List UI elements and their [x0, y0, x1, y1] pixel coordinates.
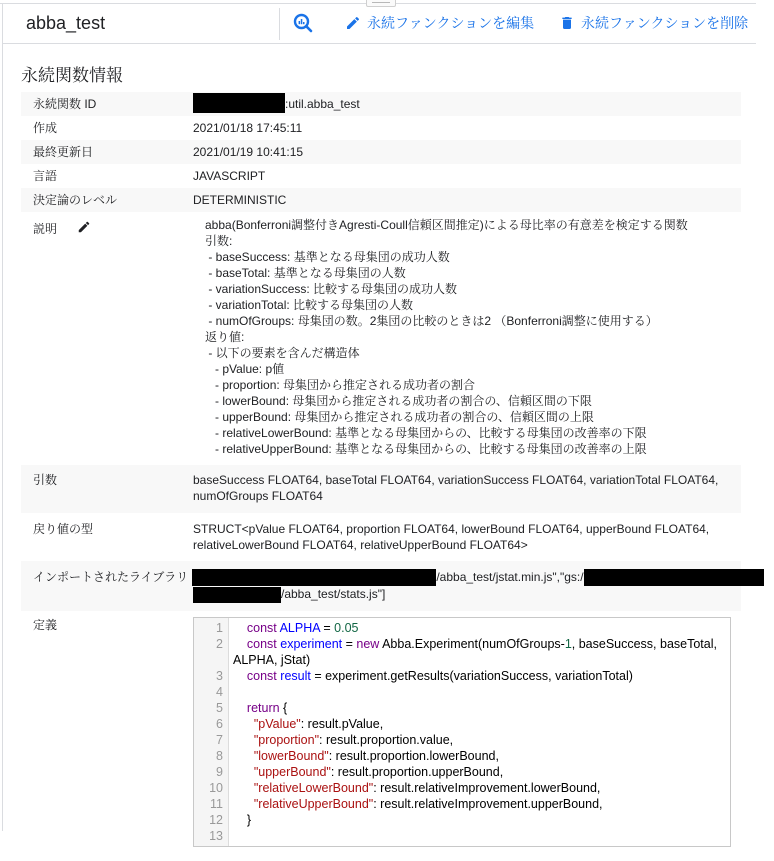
trash-icon: [559, 15, 575, 31]
row-last-modified: [21, 140, 741, 164]
description-value: abba(Bonferroni調整付きAgresti-Coull信頼区間推定)による母比率の有意差を検定する関数 引数: - baseSuccess: 基準となる母集団の成功人数 - baseTotal: 基準となる母集団の人数 - variationSuccess: 比較する母集団の成功人数 - variationTotal: 比較する母集団の人数 - numOfGroups: 母集団の数。2集団の比較のときは2 （Bonferroni調整に使用する） 返り値: - 以下の要素を含んだ構造体 - pValue: p値 - proportion: 母集団から推定される成功者の割合 - lowerBound: 母集団から推定される成功者の割合の、信頼区間の下限 - upperBound: 母集団から推定される成功者の割合の、信頼区間の上限 - relativeLowerBound: 基準となる母集団からの、比較する母集団の改善率の下限 - relativeUpperBound: 基準となる母集団からの、比較する母集団の改善率の上限: [205, 218, 688, 456]
delete-function-label: 永続ファンクションを削除: [581, 15, 749, 31]
details-table: [21, 92, 741, 861]
row-label: 説明: [21, 213, 193, 465]
code-line: return {: [246, 701, 288, 716]
row-label: 言語: [33, 169, 58, 183]
code-line: [233, 684, 726, 700]
edit-function-label: 永続ファンクションを編集: [367, 15, 535, 31]
code-line: "upperBound": result.proportion.upperBound,: [253, 765, 504, 780]
row-label: 戻り値の型: [33, 522, 94, 536]
row-label: 決定論のレベル: [33, 193, 118, 207]
row-label: 作成: [33, 121, 58, 135]
code-line: "relativeUpperBound": result.relativeImprovement.upperBound,: [253, 797, 603, 812]
redacted-gcs-path: [584, 569, 764, 586]
code-line: "proportion": result.proportion.value,: [253, 733, 454, 748]
redacted-project-id: [193, 93, 285, 113]
code-line: }: [246, 813, 252, 828]
code-editor[interactable]: [193, 617, 731, 847]
row-determinism: [21, 188, 741, 212]
row-description: [21, 212, 741, 465]
panel-left-border: [2, 3, 3, 831]
row-label: 永続関数 ID: [33, 97, 97, 111]
code-line: [233, 828, 726, 844]
toolbar-divider: [279, 8, 280, 40]
code-line: "lowerBound": result.proportion.lowerBound,: [253, 749, 499, 764]
created-value: 2021/01/18 17:45:11: [193, 121, 303, 135]
toolbar: [3, 4, 756, 44]
row-language: [21, 164, 741, 188]
row-return-type: [21, 513, 741, 561]
row-label: 引数: [33, 473, 58, 487]
row-created: [21, 116, 741, 140]
code-line: const result = experiment.getResults(variationSuccess, variationTotal): [246, 669, 633, 684]
row-imported-libraries: [21, 561, 741, 611]
row-function-id: [21, 92, 741, 116]
code-line: "pValue": result.pValue,: [253, 717, 384, 732]
delete-function-button[interactable]: [559, 13, 748, 33]
line-number-gutter: 1 2 3 4 5 6 7 8 9 10 11 12 13: [194, 618, 229, 846]
imported-libraries-value: /abba_test/jstat.min.js","gs:/ /abba_test/stats.js"]: [193, 565, 774, 607]
row-definition: [21, 611, 741, 861]
language-value: JAVASCRIPT: [193, 169, 266, 183]
section-title: 永続関数情報: [21, 66, 123, 85]
arguments-value: baseSuccess FLOAT64, baseTotal FLOAT64, variationSuccess FLOAT64, variationTotal FLOAT64, numOfGroups FLOAT64: [193, 473, 719, 503]
code-line: const ALPHA = 0.05: [246, 621, 359, 636]
redacted-gcs-path: [192, 569, 436, 586]
query-function-button[interactable]: [292, 12, 314, 34]
redacted-gcs-path: [193, 587, 281, 603]
row-arguments: [21, 465, 741, 513]
function-title: abba_test: [26, 13, 106, 33]
definition-value: [193, 613, 741, 851]
edit-description-pencil-icon[interactable]: [77, 220, 91, 238]
last-modified-value: 2021/01/19 10:41:15: [193, 145, 304, 159]
function-id-value: :util.abba_test: [193, 92, 741, 116]
pencil-icon: [345, 15, 361, 31]
code-content[interactable]: [229, 618, 730, 846]
code-line: const experiment = new Abba.Experiment(numOfGroups-1, baseSuccess, baseTotal, ALPHA, jStat): [233, 637, 717, 668]
determinism-value: DETERMINISTIC: [193, 193, 287, 207]
return-type-value: STRUCT<pValue FLOAT64, proportion FLOAT64, lowerBound FLOAT64, upperBound FLOAT64, relativeLowerBound FLOAT64, relativeUpperBound FLOAT64>: [193, 522, 710, 552]
code-line: "relativeLowerBound": result.relativeImprovement.lowerBound,: [253, 781, 601, 796]
row-label: インポートされたライブラリ: [33, 570, 189, 584]
row-label: 最終更新日: [33, 145, 94, 159]
query-explore-icon: [292, 12, 314, 34]
edit-function-button[interactable]: [345, 13, 534, 33]
row-label: 定義: [33, 618, 58, 633]
